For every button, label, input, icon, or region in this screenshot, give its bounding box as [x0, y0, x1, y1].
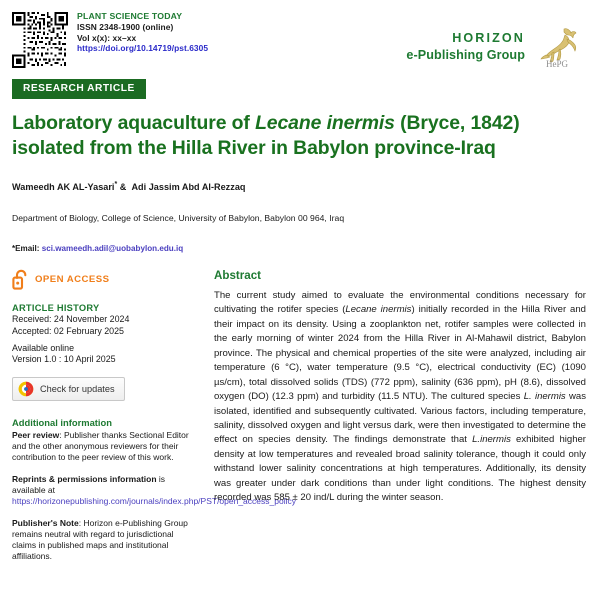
abstract-part-2: ) initially recorded in the Hilla River and their impact on its density. Using a zooplankton net, rotifer samples were collected in the early morning of winter 2024 from the Hilla River in Al-Mahawil district, Babylon province. The physical and chemical properties of the site were analyzed, including air temperature (6 °C), water temperature (9.5 °C), electrical conductivity (EC) (1090 µs/cm), total dissolved solids (TDS) (772 ppm), salinity (636 ppm), pH (8.6), dissolved oxygen (DO) (12.3 ppm) and turbidity (11.5 NTU). The cultured species — [214, 304, 586, 403]
abstract-species-2: L. inermis — [523, 391, 566, 403]
article-history-section — [12, 303, 200, 366]
abstract-species-1: Lecane inermis — [345, 304, 412, 316]
abstract-part-3: was isolated, identified and subsequently cultivated. Various factors, including temperature, salinity, dissolved oxygen and light versus dark, were then investigated to determine the effect on species density. The findings demonstrate that — [214, 391, 586, 446]
history-accepted: Accepted: 02 February 2025 — [12, 325, 124, 336]
journal-name: PLANT SCIENCE TODAY — [77, 11, 183, 21]
additional-information-heading: Additional information — [12, 417, 112, 429]
research-article-badge: RESEARCH ARTICLE — [12, 79, 146, 99]
qr-code-icon — [12, 12, 68, 68]
abstract-column — [200, 269, 600, 506]
title-species-name: Lecane inermis — [255, 112, 395, 134]
journal-info — [77, 11, 406, 54]
author-affiliation: Department of Biology, College of Science, University of Babylon, Babylon 00 964, Iraq — [12, 212, 345, 223]
journal-issn: ISSN 2348-1900 (online) — [77, 22, 174, 33]
title-line-two: isolated from the Hilla River in Babylon province-Iraq — [12, 137, 496, 160]
history-available-online: Available online — [12, 342, 75, 353]
reprints-text: is available at — [12, 474, 166, 496]
page-title — [12, 111, 586, 162]
reprints-label: Reprints & permissions information — [12, 474, 157, 485]
publisher-branding — [406, 24, 580, 70]
article-type-row — [0, 70, 600, 99]
abstract-part-1: The current study aimed to evaluate the environmental conditions necessary for cultivating the rotifer species ( — [214, 289, 586, 316]
publisher-note-text: : Horizon e-Publishing Group remains neutral with regard to jurisdictional claims in published maps and institutional affiliations. — [12, 517, 188, 561]
hepg-logo-text: HePG — [546, 59, 568, 69]
abstract-text — [214, 289, 586, 506]
check-for-updates-label: Check for updates — [40, 384, 115, 395]
email-address-link[interactable]: sci.wameedh.adil@uobabylon.edu.iq — [41, 243, 184, 253]
open-lock-icon — [12, 269, 29, 290]
crossmark-icon — [18, 381, 34, 397]
abstract-heading: Abstract — [214, 268, 262, 282]
masthead — [0, 0, 600, 70]
history-version: Version 1.0 : 10 April 2025 — [12, 354, 116, 365]
body-columns — [0, 269, 600, 562]
author-list — [12, 181, 586, 192]
history-received: Received: 24 November 2024 — [12, 313, 130, 324]
open-access-row — [12, 269, 200, 290]
abstract-species-3: L.inermis — [472, 434, 511, 446]
check-for-updates-button[interactable] — [12, 377, 125, 401]
author-secondary: & Adi Jassim Abd Al-Rezzaq — [119, 181, 246, 192]
reprints-policy-link[interactable]: https://horizonepublishing.com/journals/index.php/PST/open_access_policy — [12, 496, 296, 507]
journal-volume: Vol x(x): xx–xx — [77, 32, 137, 43]
title-text-part1: Laboratory aquaculture of — [12, 112, 256, 134]
reprints-permissions-note — [12, 474, 296, 507]
corresponding-email-row — [12, 244, 586, 253]
publisher-name-line2: e-Publishing Group — [406, 48, 525, 62]
publisher-note-label: Publisher's Note — [12, 517, 79, 528]
griffin-logo-icon — [534, 24, 580, 70]
open-access-label: OPEN ACCESS — [35, 273, 110, 285]
peer-review-note — [12, 430, 200, 463]
abstract-part-4: exhibited higher density at low temperatures and revealed broad salinity tolerance, though it could only withstand lower salinity concentrations at high temperatures. Additionally, its density was greater under dark conditions than under light conditions. The highest density recorded was 585 ± 20 ind/L during the winter season. — [214, 434, 586, 504]
publisher-note — [12, 518, 200, 562]
publisher-name-line1: HORIZON — [452, 31, 525, 46]
journal-doi-link[interactable]: https://doi.org/10.14719/pst.6305 — [77, 43, 209, 54]
email-label: *Email: — [12, 243, 42, 253]
author-corresponding-marker: * — [114, 180, 118, 188]
peer-review-label: Peer review — [12, 430, 60, 441]
author-primary: Wameedh AK AL-Yasari — [12, 181, 115, 192]
article-history-heading: ARTICLE HISTORY — [12, 302, 100, 313]
title-text-part2: (Bryce, 1842) — [394, 112, 520, 134]
peer-review-text: : Publisher thanks Sectional Editor and the other anonymous reviewers for their contribution to the peer review of this work. — [12, 430, 189, 463]
